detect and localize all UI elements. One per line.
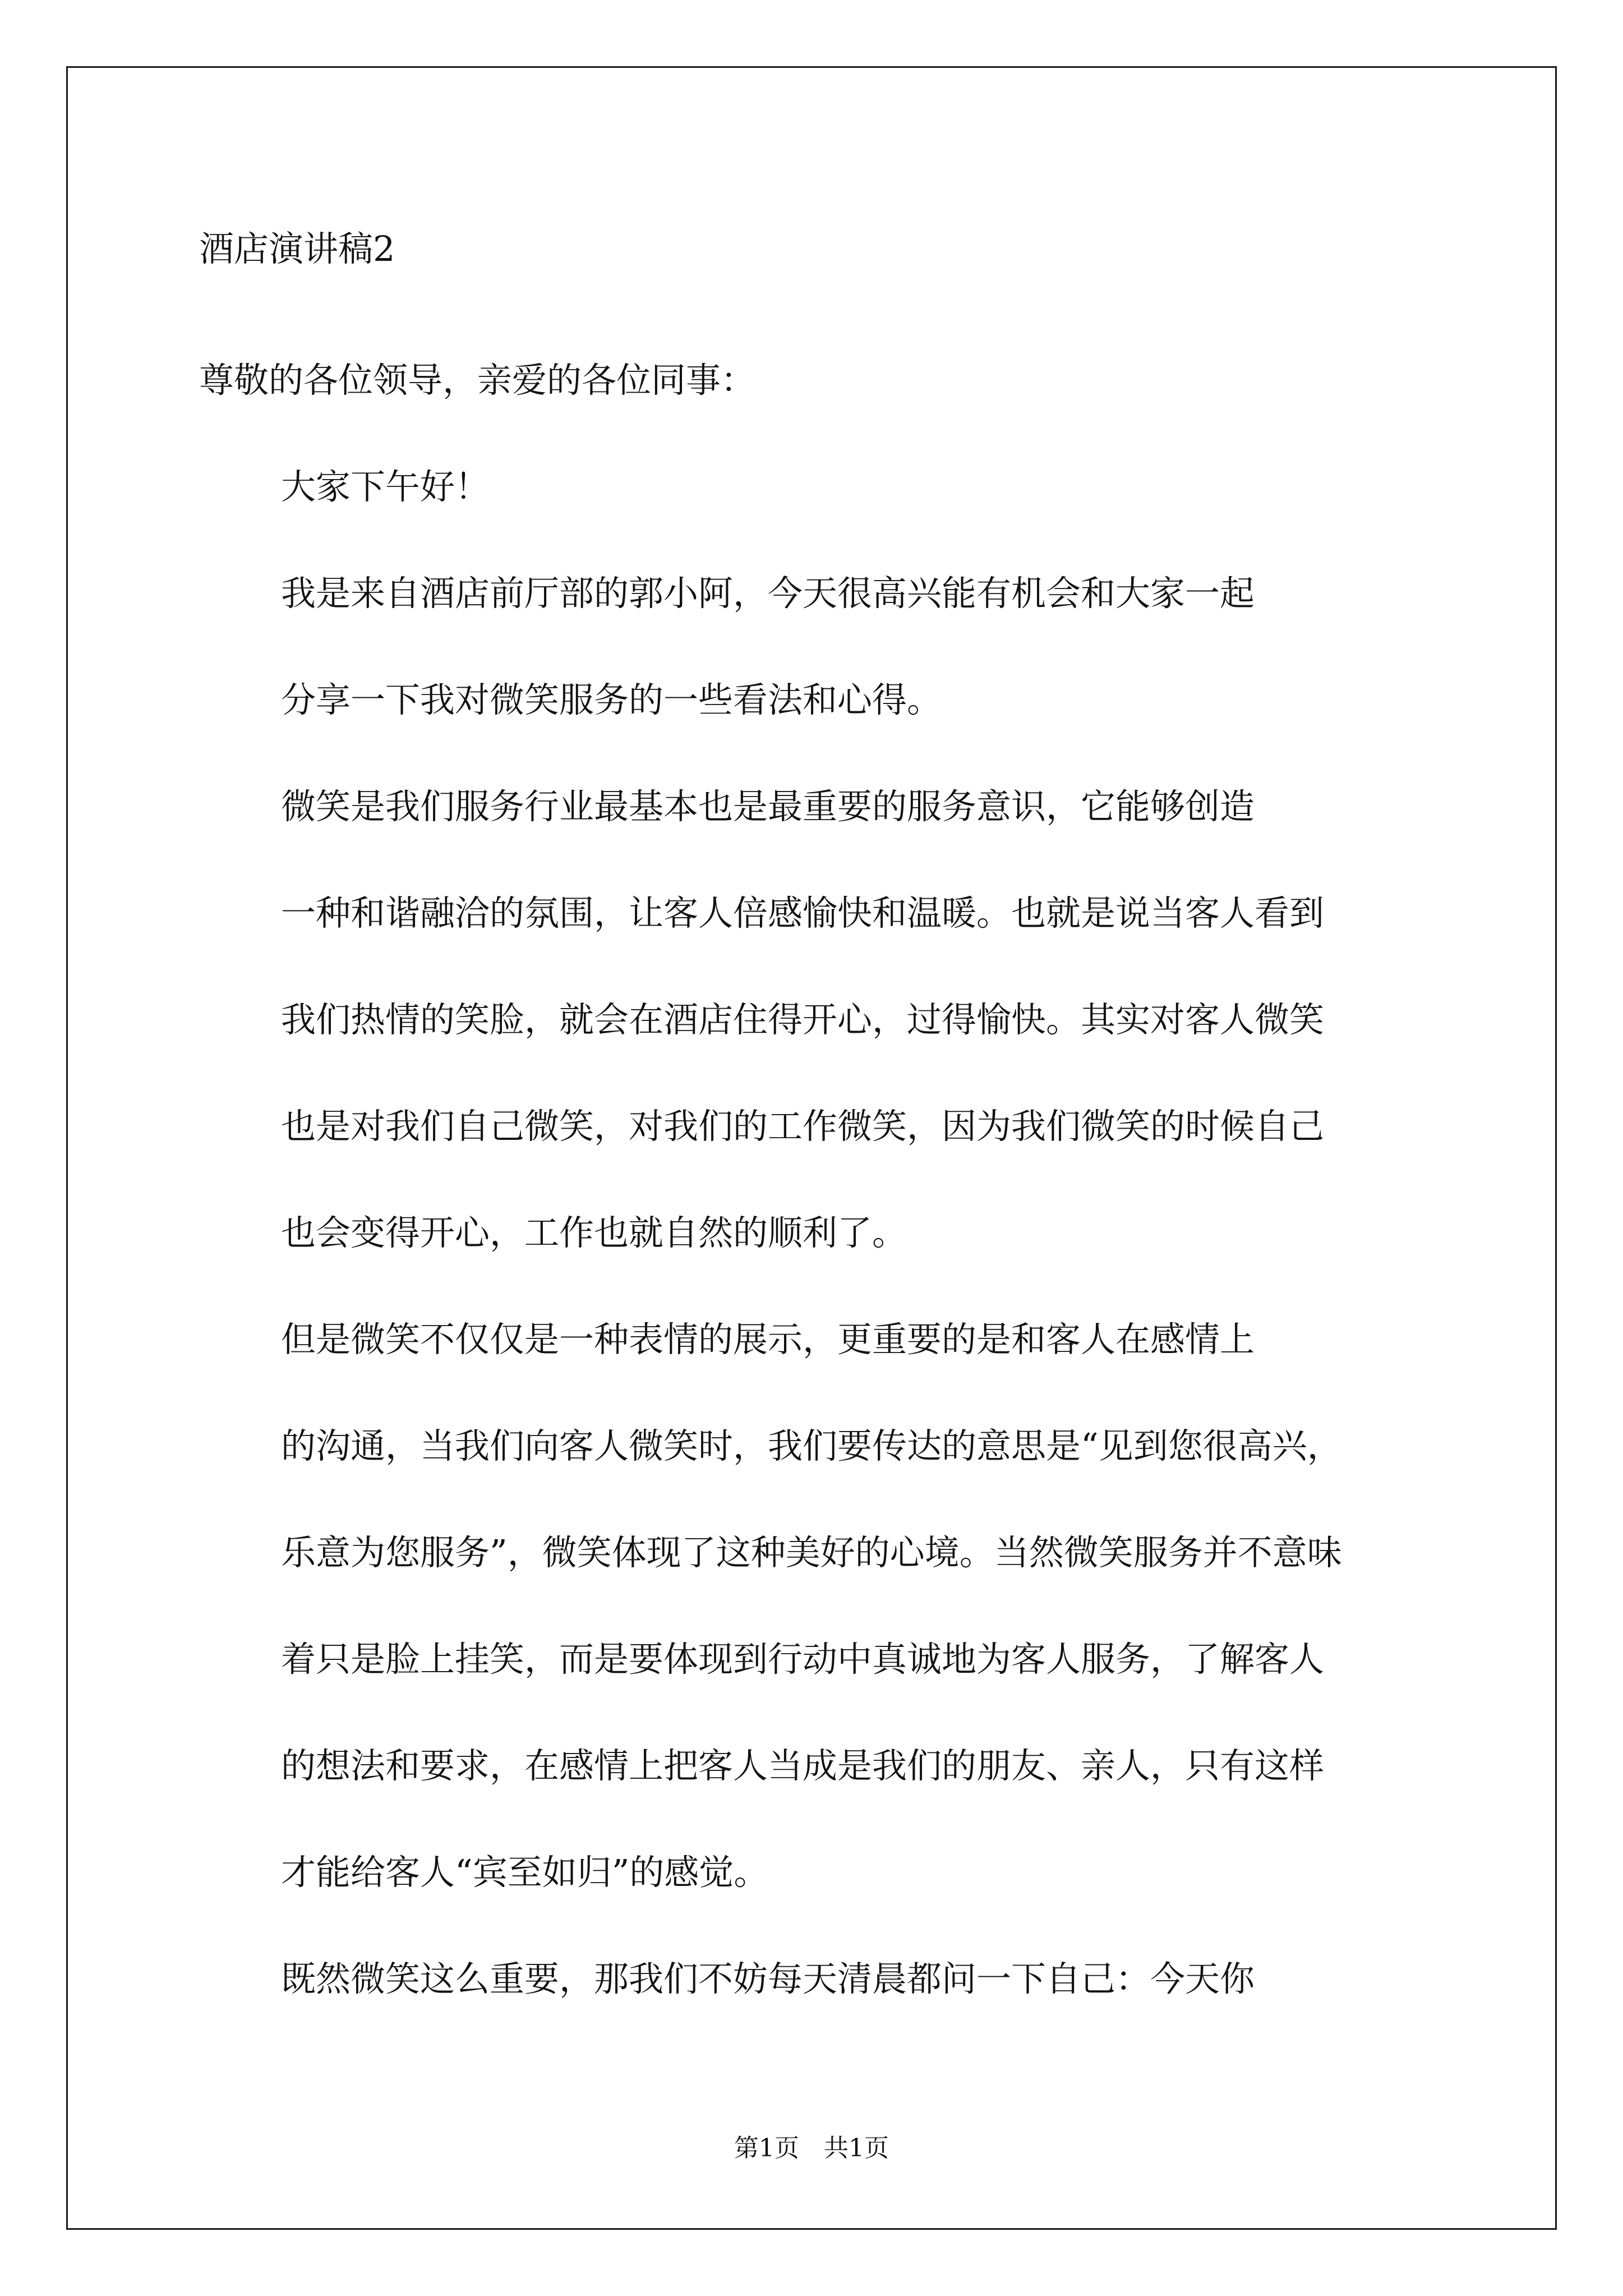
paragraph-line: 大家下午好！: [281, 466, 490, 507]
paragraph-line: 也是对我们自己微笑，对我们的工作微笑，因为我们微笑的时候自己: [281, 1106, 1325, 1147]
paragraph-line: 的沟通，当我们向客人微笑时，我们要传达的意思是“见到您很高兴，: [281, 1425, 1342, 1466]
paragraph-line: 才能给客人“宾至如归”的感觉。: [281, 1852, 769, 1893]
paragraph-smile-importance: [199, 753, 1436, 1286]
paragraph-line: 尊敬的各位领导，亲爱的各位同事：: [199, 360, 756, 401]
document-body: [199, 222, 1436, 2032]
paragraph-line: 微笑是我们服务行业最基本也是最重要的服务意识，它能够创造: [281, 786, 1255, 827]
paragraph-line: 我是来自酒店前厅部的郭小阿，今天很高兴能有机会和大家一起: [281, 573, 1255, 614]
paragraph-greeting: [199, 434, 1436, 540]
paragraph-line: 既然微笑这么重要，那我们不妨每天清晨都问一下自己：今天你: [281, 1958, 1255, 1999]
paragraph-smile-communication: [199, 1286, 1436, 1926]
paragraph-line: 分享一下我对微笑服务的一些看法和心得。: [281, 679, 942, 720]
paragraph-line: 我们热情的笑脸，就会在酒店住得开心，过得愉快。其实对客人微笑: [281, 999, 1325, 1040]
paragraph-intro: [199, 540, 1436, 753]
paragraph-line: 着只是脸上挂笑，而是要体现到行动中真诚地为客人服务，了解客人: [281, 1639, 1325, 1680]
paragraph-line: 乐意为您服务”，微笑体现了这种美好的心境。当然微笑服务并不意味: [281, 1532, 1342, 1573]
paragraph-line: 也会变得开心，工作也就自然的顺利了。: [281, 1212, 907, 1253]
paragraph-daily-question: [199, 1926, 1436, 2032]
page-footer: 第1页 共1页: [734, 2134, 889, 2162]
paragraph-line: 的想法和要求，在感情上把客人当成是我们的朋友、亲人，只有这样: [281, 1745, 1325, 1786]
paragraph-salutation: [199, 327, 1436, 434]
document-title: 酒店演讲稿2: [199, 228, 395, 269]
paragraph-line: 一种和谐融洽的氛围，让客人倍感愉快和温暖。也就是说当客人看到: [281, 892, 1325, 933]
paragraph-line: 但是微笑不仅仅是一种表情的展示，更重要的是和客人在感情上: [281, 1319, 1255, 1360]
